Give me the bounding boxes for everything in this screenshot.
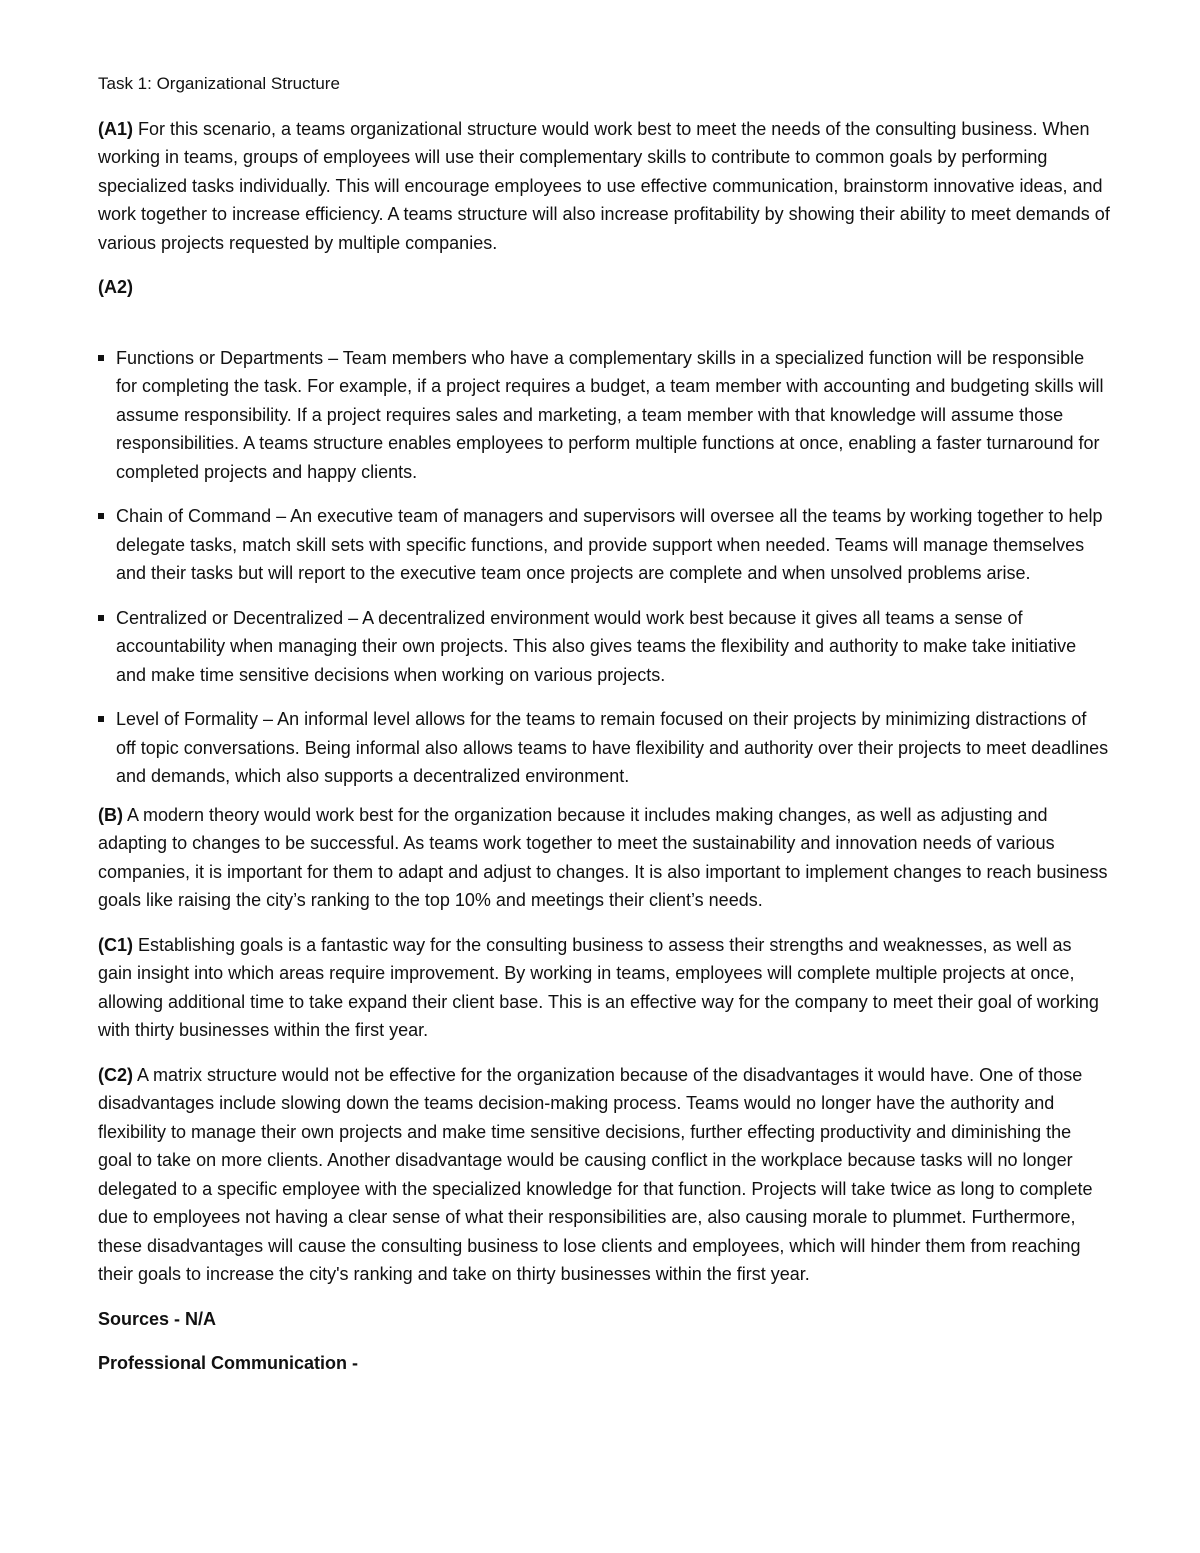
label-a2: (A2) (98, 277, 133, 297)
professional-communication-line: Professional Communication - (98, 1353, 359, 1373)
label-c2: (C2) (98, 1064, 133, 1085)
bullet-square-icon (98, 615, 104, 621)
list-item-text: Functions or Departments – Team members who have a complementary skills in a specialized function will be responsible for completing the task. For example, if a project requires a budget, a team member with accounting and budgeting skills will assume responsibility. If a project requires sales and marketing, a team member with that knowledge will assume those responsibilities. A teams structure enables employees to perform multiple functions at once, enabling a faster turnaround for completed projects and happy clients. (116, 347, 1104, 482)
paragraph-c1 (98, 931, 1110, 1045)
page-title: Task 1: Organizational Structure (98, 74, 340, 93)
paragraph-c2 (98, 1061, 1110, 1289)
label-b: (B) (98, 804, 123, 825)
list-item (98, 344, 1110, 487)
paragraph-a1 (98, 115, 1110, 258)
list-item-text: Chain of Command – An executive team of managers and supervisors will oversee all the teams by working together to help delegate tasks, match skill sets with specific functions, and provide support when needed. Teams will manage themselves and their tasks but will report to the executive team once projects are complete and when unsolved problems arise. (116, 506, 1103, 583)
bullet-square-icon (98, 716, 104, 722)
list-item-text: Level of Formality – An informal level allows for the teams to remain focused on their projects by minimizing distractions of off topic conversations. Being informal also allows teams to have flexibility and authority over their projects to meet deadlines and demands, which also supports a decentralized environment. (116, 709, 1109, 786)
text-c2: A matrix structure would not be effective for the organization because of the disadvantages it would have. One of those disadvantages include slowing down the teams decision-making process. Teams would no longer have the authority and flexibility to manage their own projects and make time sensitive decisions, further effecting productivity and diminishing the goal to take on more clients. Another disadvantage would be causing conflict in the workplace because tasks will no longer delegated to a specific employee with the specialized knowledge for that function. Projects will take twice as long to complete due to employees not having a clear sense of what their responsibilities are, also causing morale to plummet. Furthermore, these disadvantages will cause the consulting business to lose clients and employees, which will hinder them from reaching their goals to increase the city's ranking and take on thirty businesses within the first year. (98, 1064, 1093, 1284)
list-item (98, 705, 1110, 791)
bullet-list (98, 344, 1110, 791)
label-c1: (C1) (98, 934, 133, 955)
text-b: A modern theory would work best for the organization because it includes making changes, as well as adjusting and adapting to changes to be successful. As teams work together to meet the sustainability and innovation needs of various companies, it is important for them to adapt and adjust to changes. It is also important to implement changes to reach business goals like raising the city’s ranking to the top 10% and meetings their client’s needs. (98, 804, 1108, 910)
bullet-square-icon (98, 355, 104, 361)
list-item (98, 502, 1110, 588)
sources-line: Sources - N/A (98, 1308, 217, 1329)
list-item-text: Centralized or Decentralized – A decentralized environment would work best because it gives all teams a sense of accountability when managing their own projects. This also gives teams the flexibility and authority to make take initiative and make time sensitive decisions when working on various projects. (116, 607, 1077, 685)
label-a1: (A1) (98, 118, 133, 139)
text-a1: For this scenario, a teams organizational structure would work best to meet the needs of the consulting business. When working in teams, groups of employees will use their complementary skills to contribute to common goals by performing specialized tasks individually. This will encourage employees to use effective communication, brainstorm innovative ideas, and work together to increase efficiency. A teams structure will also increase profitability by showing their ability to meet demands of various projects requested by multiple companies. (98, 118, 1110, 253)
bullet-square-icon (98, 513, 104, 519)
list-item (98, 604, 1110, 690)
text-c1: Establishing goals is a fantastic way for the consulting business to assess their strengths and weaknesses, as well as gain insight into which areas require improvement. By working in teams, employees will complete multiple projects at once, allowing additional time to take expand their client base. This is an effective way for the company to meet their goal of working with thirty businesses within the first year. (98, 934, 1099, 1040)
paragraph-b (98, 801, 1110, 915)
